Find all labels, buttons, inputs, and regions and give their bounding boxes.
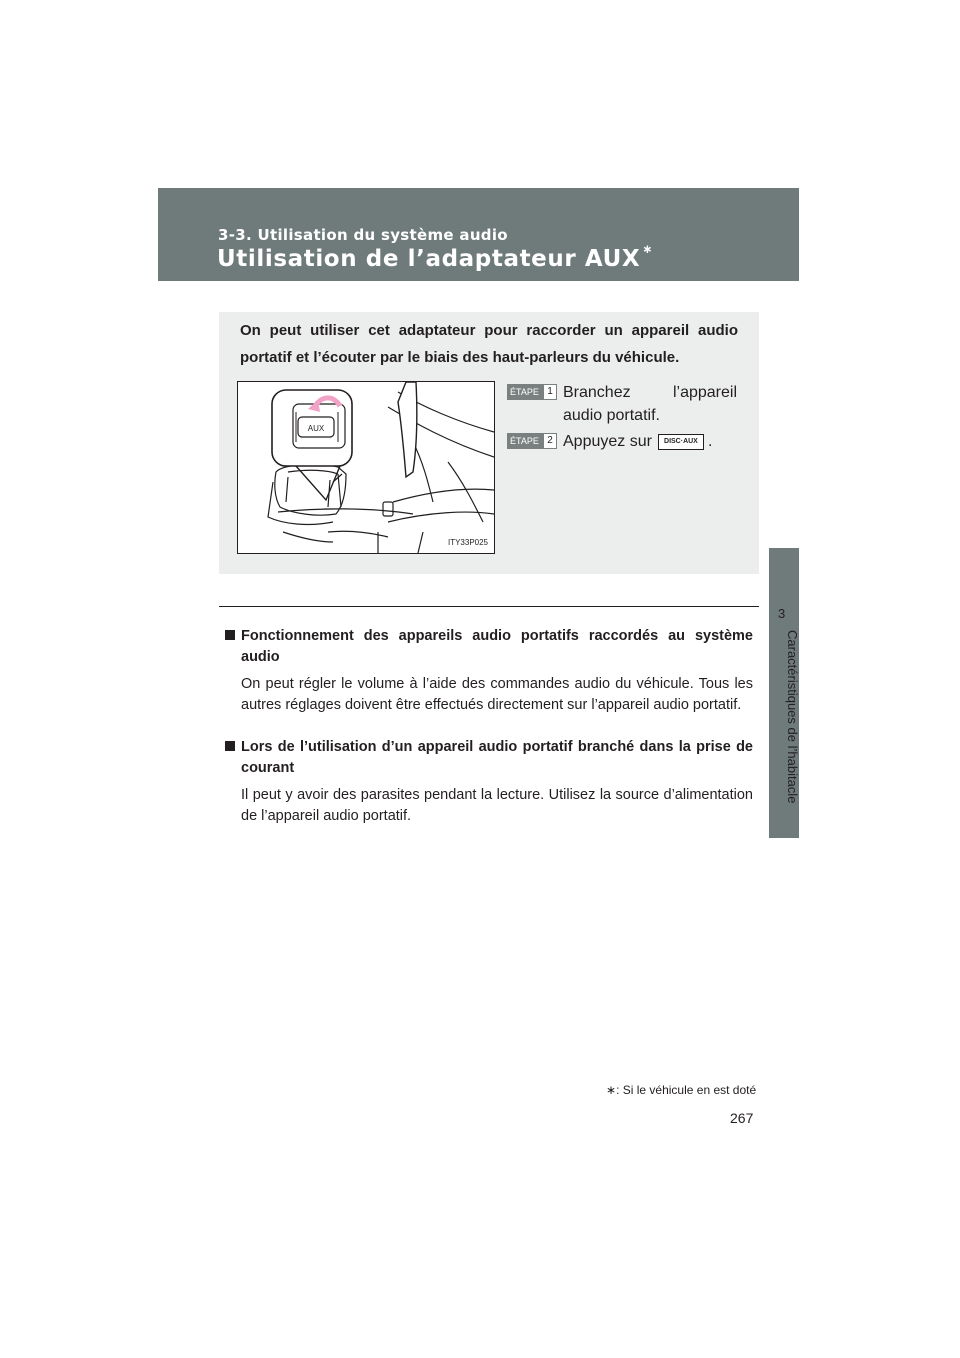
step-1-text (563, 381, 737, 427)
step-1-line2: audio portatif. (563, 407, 660, 424)
side-tab-number: 3 (778, 606, 786, 621)
side-tab-label: Caractéristiques de l’habitacle (785, 630, 800, 804)
intro-text: On peut utiliser cet adaptateur pour raccorder un appareil audio portatif et l’écouter par le biais des haut-parleurs du véhicule. (240, 322, 738, 366)
step-badge-number: 1 (544, 385, 556, 399)
step-2-badge (507, 433, 557, 451)
chapter-header (158, 188, 799, 281)
console-drawing (238, 382, 494, 553)
step-badge-word: ÉTAPE (510, 387, 539, 397)
subsection-body: Il peut y avoir des parasites pendant la lecture. Utilisez la source d’alimentation de l’appareil audio portatif. (241, 787, 753, 824)
step-1-word-a: Branchez (563, 384, 631, 401)
subsection-heading: Fonctionnement des appareils audio portatifs raccordés au système audio (225, 626, 753, 668)
square-bullet-icon (225, 741, 235, 751)
step-1-word-b: l’appareil (672, 384, 737, 401)
section-label: 3-3. Utilisation du système audio (218, 226, 508, 244)
subsection-1 (225, 626, 753, 716)
step-1-badge (507, 384, 557, 402)
illustration-code: ITY33P025 (447, 538, 488, 547)
aux-adapter-illustration (237, 381, 495, 554)
step-2-text (563, 430, 712, 453)
square-bullet-icon (225, 630, 235, 640)
footnote-asterisk: ∗ (606, 1083, 617, 1097)
step-2-period: . (707, 433, 713, 450)
footnote-text: : Si le véhicule en est doté (616, 1083, 757, 1097)
page-title-text: Utilisation de l’adaptateur AUX (217, 246, 641, 272)
step-badge-word: ÉTAPE (510, 436, 539, 446)
subsection-body: On peut régler le volume à l’aide des commandes audio du véhicule. Tous les autres réglages doivent être effectués directement sur l’appareil audio portatif. (241, 676, 753, 713)
step-badge-number: 2 (544, 434, 556, 448)
subsection-2 (225, 737, 753, 827)
subsection-heading: Lors de l’utilisation d’un appareil audio portatif branché dans la prise de courant (225, 737, 753, 779)
page-number: 267 (730, 1110, 754, 1126)
disc-aux-button-icon: DISC·AUX (658, 434, 704, 450)
page-title (217, 242, 653, 272)
step-2-instruction: Appuyez sur (563, 433, 652, 450)
footnote (606, 1083, 756, 1097)
section-divider (219, 606, 759, 607)
title-asterisk: ∗ (642, 242, 653, 257)
aux-port-label: AUX (307, 424, 325, 433)
